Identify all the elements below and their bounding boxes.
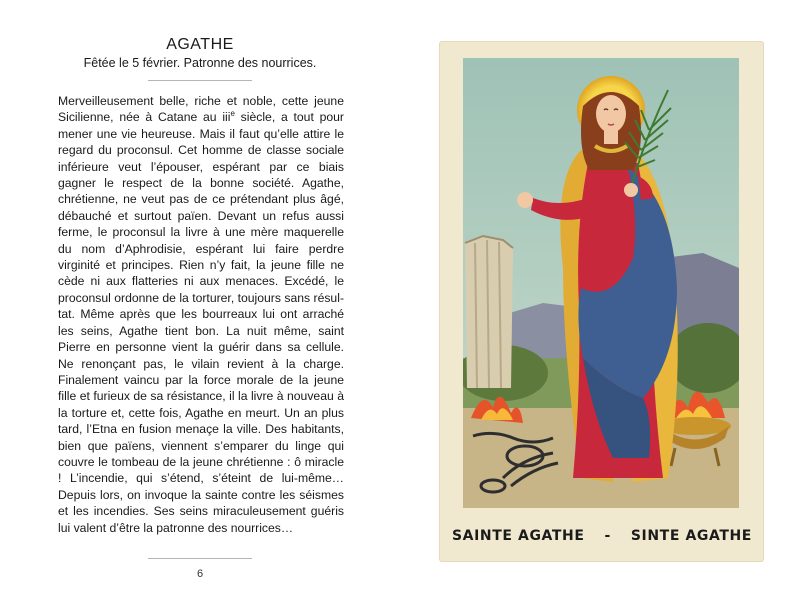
top-divider — [148, 80, 252, 81]
century-superscript: e — [230, 109, 235, 119]
body-text-rest: siècle, a tout pour mener une vie heureuse. Mais il faut qu’elle attire le regard du proconsul. Cet homme de classe sociale inférieure veut l’épouser, espérant par ce biais gagner le respect de la bonne société. Agathe, chrétienne, ne veut pas de ce prétendant plus âgé, débauché et surtout païen. Devant un refus aussi ferme, le proconsul la livre à une mère maquerelle du nom d’Aphrodisie, espérant lui faire perdre virginité et principes. Rien n’y fait, la jeune fille ne cède ni aux flatteries ni aux menaces. Excédé, le proconsul ordonne de la torturer, toujours sans résultat. Même après que les bourreaux lui ont arraché les seins, Agathe tient bon. La nuit même, saint Pierre en personne vient la guérir dans sa cellule. Ne renonçant pas, le vilain revient à la charge. Finalement vaincu par la force morale de la jeune fille et furieux de sa résistance, il la livre à nouveau à la torture et, cette fois, Agathe en meurt. Un an plus tard, l’Etna en fusion menaçe la ville. Des habitants, bien que païens, viennent s’emparer du linge qui couvre le tombeau de la jeune chrétienne : ô miracle ! L’incendie, qui s’étend, s’éteint de lui-même… Depuis lors, on invoque la sainte contre les séismes et les incendies. Ses seins miraculeusement guéris lui valent d’être la patronne des nourrices… — [58, 110, 344, 535]
saint-agatha-illustration — [463, 58, 739, 508]
caption-separator: - — [604, 528, 611, 544]
caption-alternate: SINTE AGATHE — [630, 528, 752, 544]
page-subtitle: Fêtée le 5 février. Patronne des nourrices. — [83, 56, 317, 70]
caption-french: SAINTE AGATHE — [452, 528, 585, 544]
ruined-column — [465, 236, 513, 388]
bottom-divider — [148, 558, 252, 559]
body-text — [58, 93, 344, 536]
page-number: 6 — [196, 568, 204, 580]
body-text-start: Merveilleusement belle, riche et noble, cette jeune Sicilienne, née à Catane au iii — [58, 94, 344, 125]
card-caption — [452, 528, 752, 544]
page-title: AGATHE — [166, 36, 234, 53]
face — [596, 95, 626, 133]
